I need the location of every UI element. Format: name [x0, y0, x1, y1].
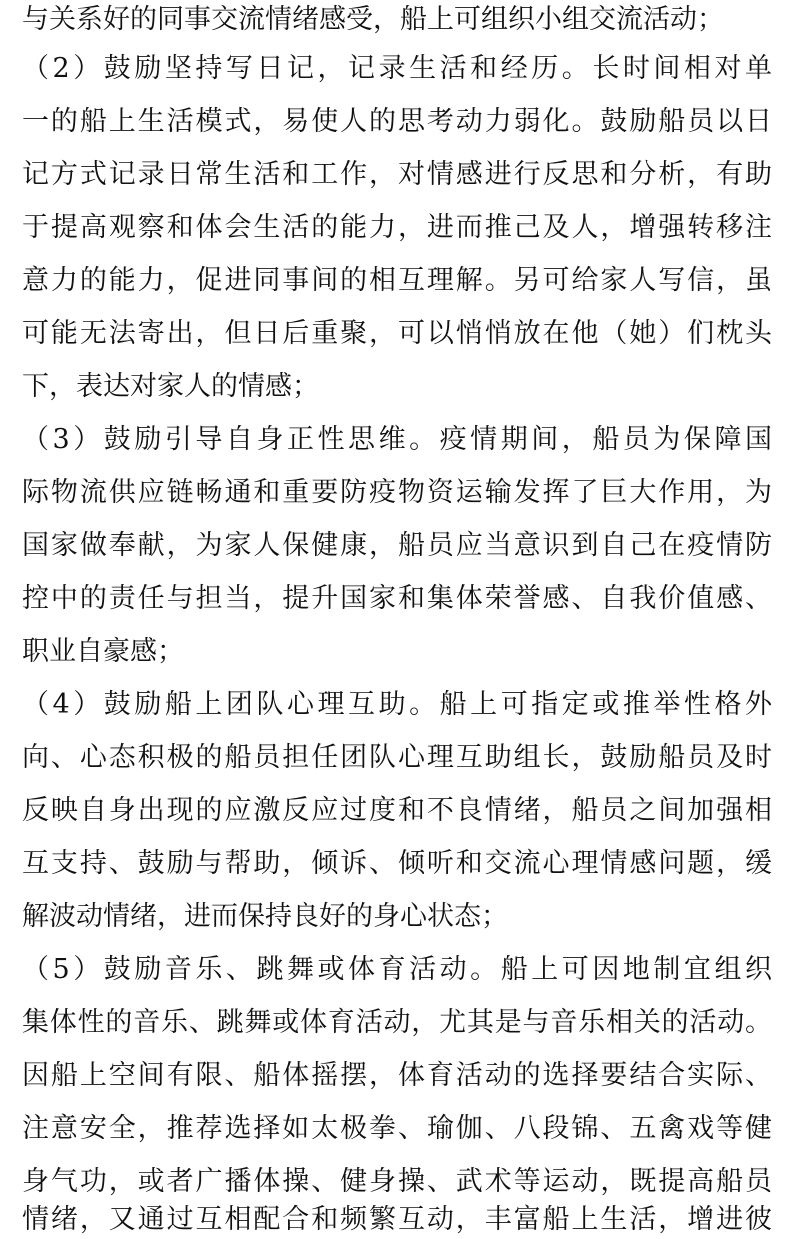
text-line: 可能无法寄出，但日后重聚，可以悄悄放在他（她）们枕头	[22, 318, 772, 349]
text-line: 际物流供应链畅通和重要防疫物资运输发挥了巨大作用，为	[22, 477, 772, 508]
text-line: 于提高观察和体会生活的能力，进而推己及人，增强转移注	[22, 212, 772, 243]
text-line: 职业自豪感；	[22, 636, 184, 667]
text-line: 意力的能力，促进同事间的相互理解。另可给家人写信，虽	[22, 265, 772, 296]
text-line: 情绪，又通过互相配合和频繁互动，丰富船上生活，增进彼	[22, 1204, 772, 1235]
paragraph-heading-line: （2）鼓励坚持写日记，记录生活和经历。长时间相对单	[22, 53, 772, 84]
paragraph-heading-line: （4）鼓励船上团队心理互助。船上可指定或推举性格外	[22, 689, 772, 720]
text-line: 解波动情绪，进而保持良好的身心状态；	[22, 901, 508, 932]
text-line: 互支持、鼓励与帮助，倾诉、倾听和交流心理情感问题，缓	[22, 848, 772, 879]
text-line: 一的船上生活模式，易使人的思考动力弱化。鼓励船员以日	[22, 106, 772, 137]
text-line: 与关系好的同事交流情绪感受，船上可组织小组交流活动；	[22, 4, 724, 35]
text-line: 国家做奉献，为家人保健康，船员应当意识到自己在疫情防	[22, 530, 772, 561]
text-line: 身气功，或者广播体操、健身操、武术等运动，既提高船员	[22, 1166, 772, 1197]
paragraph-heading-line: （5）鼓励音乐、跳舞或体育活动。船上可因地制宜组织	[22, 954, 772, 985]
text-line: 记方式记录日常生活和工作，对情感进行反思和分析，有助	[22, 159, 772, 190]
text-line: 下，表达对家人的情感；	[22, 371, 319, 402]
text-line: 因船上空间有限、船体摇摆，体育活动的选择要结合实际、	[22, 1060, 772, 1091]
text-line: 向、心态积极的船员担任团队心理互助组长，鼓励船员及时	[22, 742, 772, 773]
paragraph-heading-line: （3）鼓励引导自身正性思维。疫情期间，船员为保障国	[22, 424, 772, 455]
text-line: 集体性的音乐、跳舞或体育活动，尤其是与音乐相关的活动。	[22, 1007, 772, 1038]
text-line: 反映自身出现的应激反应过度和不良情绪，船员之间加强相	[22, 795, 772, 826]
text-line: 注意安全，推荐选择如太极拳、瑜伽、八段锦、五禽戏等健	[22, 1113, 772, 1144]
text-line: 控中的责任与担当，提升国家和集体荣誉感、自我价值感、	[22, 583, 772, 614]
